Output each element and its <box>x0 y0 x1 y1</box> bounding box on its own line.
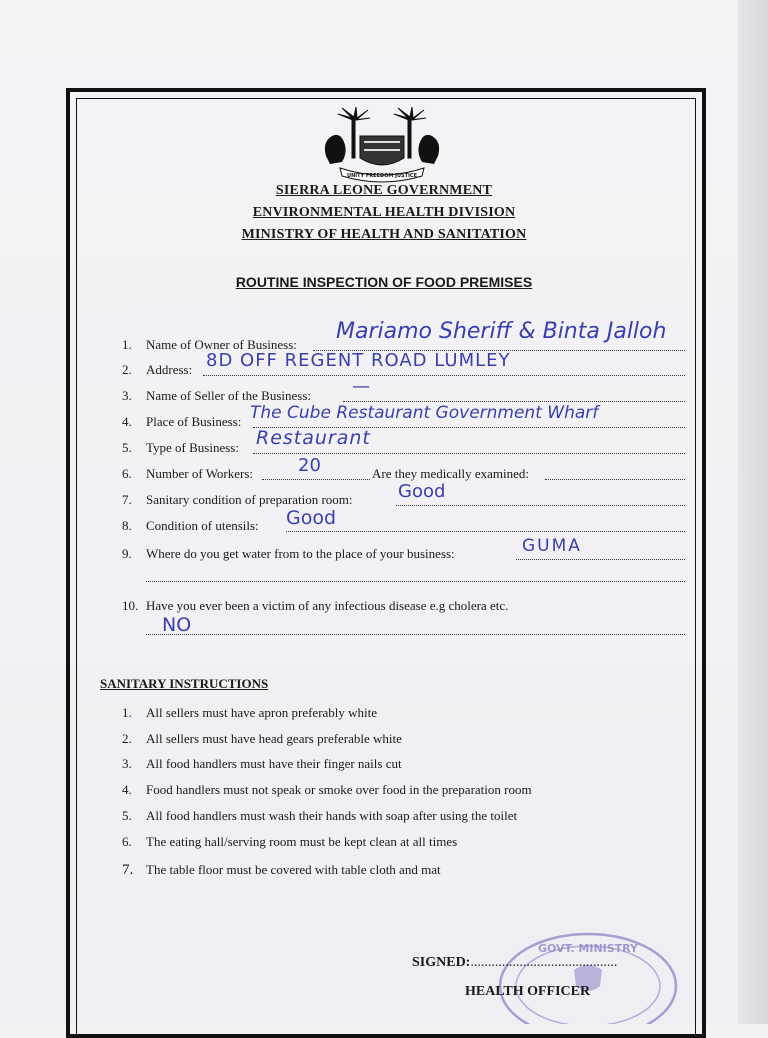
question-label: Place of Business: <box>146 414 242 429</box>
instruction-number: 1. <box>122 705 132 720</box>
question-number: 6. <box>122 466 132 481</box>
answer-workers: 20 <box>298 455 321 476</box>
answer-utensils: Good <box>286 507 337 529</box>
question-label: Address: <box>146 362 193 377</box>
answer-infectious-disease: NO <box>162 614 192 636</box>
instruction-item <box>122 731 402 747</box>
answer-line <box>545 479 685 480</box>
question-label: Number of Workers: <box>146 466 254 481</box>
answer-address: 8D OFF REGENT ROAD LUMLEY <box>206 350 511 371</box>
question-number: 10. <box>122 598 139 613</box>
instruction-number: 5. <box>122 808 132 823</box>
answer-line <box>146 634 685 635</box>
instruction-item <box>122 834 457 850</box>
answer-water-source: GUMA <box>522 536 582 556</box>
question-label: Where do you get water from to the place of your business: <box>146 546 455 561</box>
stamp-text: GOVT. MINISTRY <box>537 942 639 955</box>
question-number: 4. <box>122 414 132 429</box>
question-8 <box>122 518 259 534</box>
question-number: 1. <box>122 337 132 352</box>
instruction-text: Food handlers must not speak or smoke over food in the preparation room <box>146 782 532 797</box>
coat-of-arms-emblem <box>312 106 452 186</box>
question-9 <box>122 546 455 562</box>
question-7 <box>122 492 353 508</box>
instruction-text: All sellers must have head gears preferable white <box>146 731 402 746</box>
question-2 <box>122 362 192 378</box>
lion-right-icon <box>418 135 439 164</box>
header-government: SIERRA LEONE GOVERNMENT <box>275 183 493 198</box>
question-10 <box>122 598 508 614</box>
question-label: Sanitary condition of preparation room: <box>146 492 353 507</box>
answer-line <box>343 401 685 402</box>
question-label: Have you ever been a victim of any infectious disease e.g cholera etc. <box>146 598 509 613</box>
instruction-number: 3. <box>122 756 132 771</box>
question-number: 5. <box>122 440 132 455</box>
instruction-item <box>122 705 377 721</box>
instruction-text: The eating hall/serving room must be kept clean at all times <box>146 834 458 849</box>
answer-line <box>146 581 685 582</box>
ministry-stamp-icon <box>488 924 688 1024</box>
instruction-item <box>122 756 402 772</box>
instruction-item <box>122 862 441 879</box>
question-5 <box>122 440 239 456</box>
answer-line <box>203 375 685 376</box>
instruction-text: The table floor must be covered with table cloth and mat <box>146 862 441 877</box>
answer-line <box>516 559 685 560</box>
answer-place: The Cube Restaurant Government Wharf <box>250 403 599 423</box>
signed-label: SIGNED: <box>412 955 471 970</box>
sanitary-instructions-heading: SANITARY INSTRUCTIONS <box>100 676 269 691</box>
instruction-text: All food handlers must have their finger nails cut <box>146 756 402 771</box>
answer-preparation-room: Good <box>398 481 446 502</box>
answer-line <box>286 531 685 532</box>
header-ministry: MINISTRY OF HEALTH AND SANITATION <box>241 227 527 242</box>
instruction-item <box>122 782 532 798</box>
lion-left-icon <box>325 135 346 164</box>
instruction-number: 7. <box>122 862 134 878</box>
paper-edge <box>738 0 768 1024</box>
question-number: 2. <box>122 362 132 377</box>
header-division: ENVIRONMENTAL HEALTH DIVISION <box>252 205 516 220</box>
question-label: Name of Seller of the Business: <box>146 388 311 403</box>
answer-type: Restaurant <box>256 427 371 449</box>
answer-line <box>253 453 685 454</box>
question-label: Name of Owner of Business: <box>146 337 297 352</box>
answer-line <box>396 505 685 506</box>
question-number: 9. <box>122 546 132 561</box>
question-number: 8. <box>122 518 132 533</box>
question-number: 7. <box>122 492 132 507</box>
instruction-number: 4. <box>122 782 132 797</box>
instruction-text: All sellers must have apron preferably white <box>146 705 378 720</box>
instruction-text: All food handlers must wash their hands with soap after using the toilet <box>146 808 518 823</box>
answer-seller: — <box>352 376 370 397</box>
question-6b-label: Are they medically examined: <box>372 466 530 481</box>
instruction-number: 6. <box>122 834 132 849</box>
question-number: 3. <box>122 388 132 403</box>
question-label: Type of Business: <box>146 440 239 455</box>
health-officer-label: HEALTH OFFICER <box>465 984 591 999</box>
answer-line <box>262 479 370 480</box>
instruction-item <box>122 808 517 824</box>
question-label: Condition of utensils: <box>146 518 259 533</box>
instruction-number: 2. <box>122 731 132 746</box>
coat-motto: UNITY FREEDOM JUSTICE <box>347 173 417 179</box>
signed-line: SIGNED:.......................................... <box>412 955 618 970</box>
form-title: ROUTINE INSPECTION OF FOOD PREMISES <box>235 274 533 290</box>
question-3 <box>122 388 311 404</box>
question-4 <box>122 414 241 430</box>
question-6 <box>122 466 253 482</box>
answer-owner-name: Mariamo Sheriff & Binta Jalloh <box>336 319 667 344</box>
